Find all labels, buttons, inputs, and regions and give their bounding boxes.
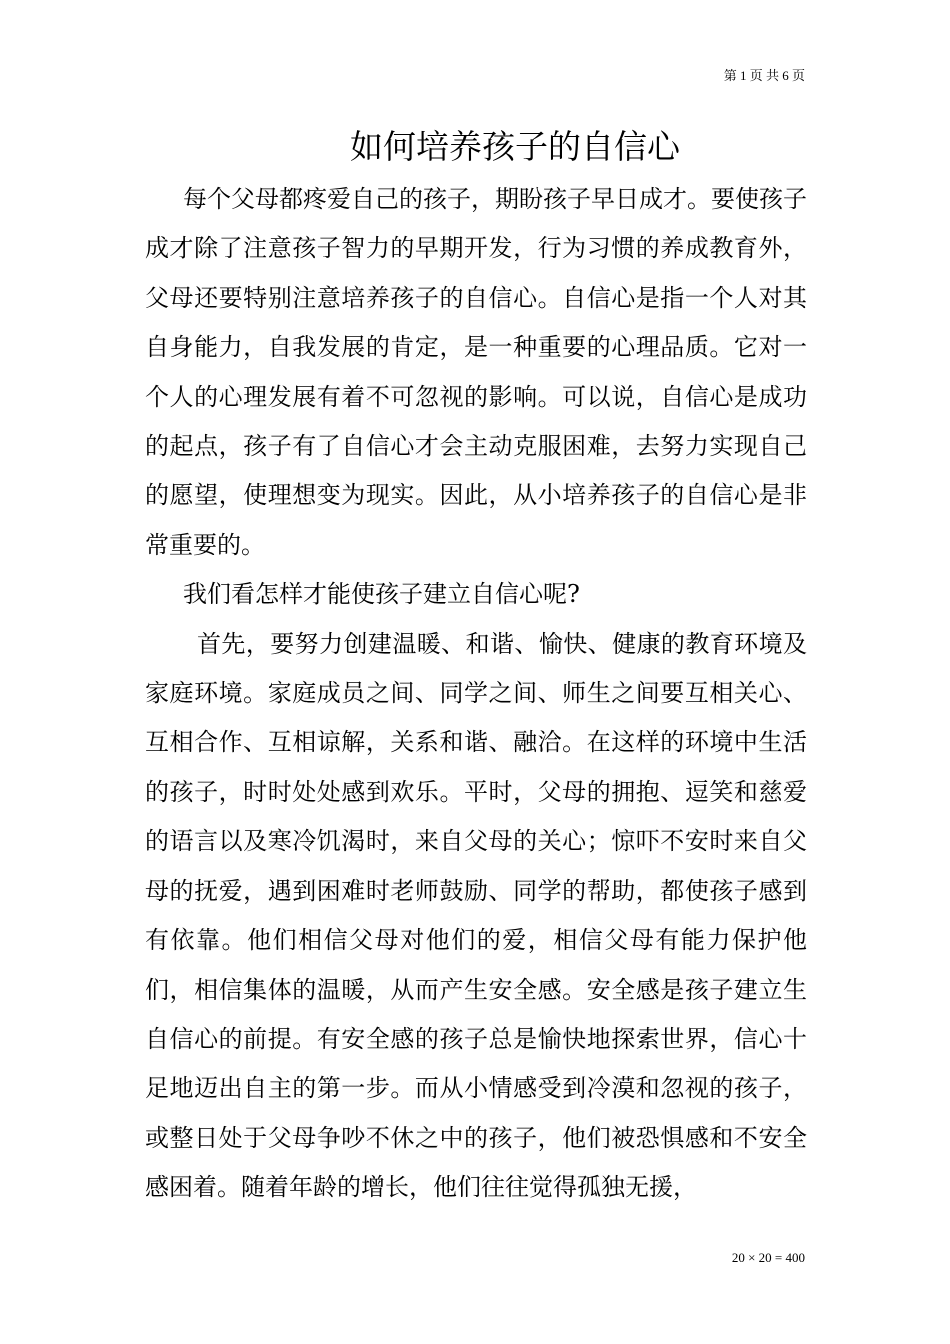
paragraph-question: 我们看怎样才能使孩子建立自信心呢? <box>183 580 580 609</box>
paragraph-intro: 每个父母都疼爱自己的孩子，期盼孩子早日成才。要使孩子成才除了注意孩子智力的早期开发，行为习惯的养成教育外，父母还要特别注意培养孩子的自信心。自信心是指一个人对其自身能力，自我发展的肯定，是一种重要的心理品质。它对一个人的心理发展有着不可忽视的影响。可以说，自信心是成功的起点，孩子有了自信心才会主动克服困难，去努力实现自己的愿望，使理想变为现实。因此，从小培养孩子的自信心是非常重要的。 <box>145 185 807 559</box>
document-title: 如何培养孩子的自信心 <box>350 127 680 166</box>
page-number-header: 第 1 页 共 6 页 <box>723 68 805 83</box>
grid-footer-note: 20 × 20 = 400 <box>731 1250 805 1265</box>
document-body <box>145 175 807 1213</box>
paragraph-first-point: 首先，要努力创建温暖、和谐、愉快、健康的教育环境及家庭环境。家庭成员之间、同学之间、师生之间要互相关心、互相合作、互相谅解，关系和谐、融洽。在这样的环境中生活的孩子，时时处处感到欢乐。平时，父母的拥抱、逗笑和慈爱的语言以及寒冷饥渴时，来自父母的关心；惊吓不安时来自父母的抚爱，遇到困难时老师鼓励、同学的帮助，都使孩子感到有依靠。他们相信父母对他们的爱，相信父母有能力保护他们，相信集体的温暖，从而产生安全感。安全感是孩子建立生自信心的前提。有安全感的孩子总是愉快地探索世界，信心十足地迈出自主的第一步。而从小情感受到冷漠和忽视的孩子，或整日处于父母争吵不休之中的孩子，他们被恐惧感和不安全感困着。随着年龄的增长，他们往往觉得孤独无援， <box>145 629 807 1202</box>
